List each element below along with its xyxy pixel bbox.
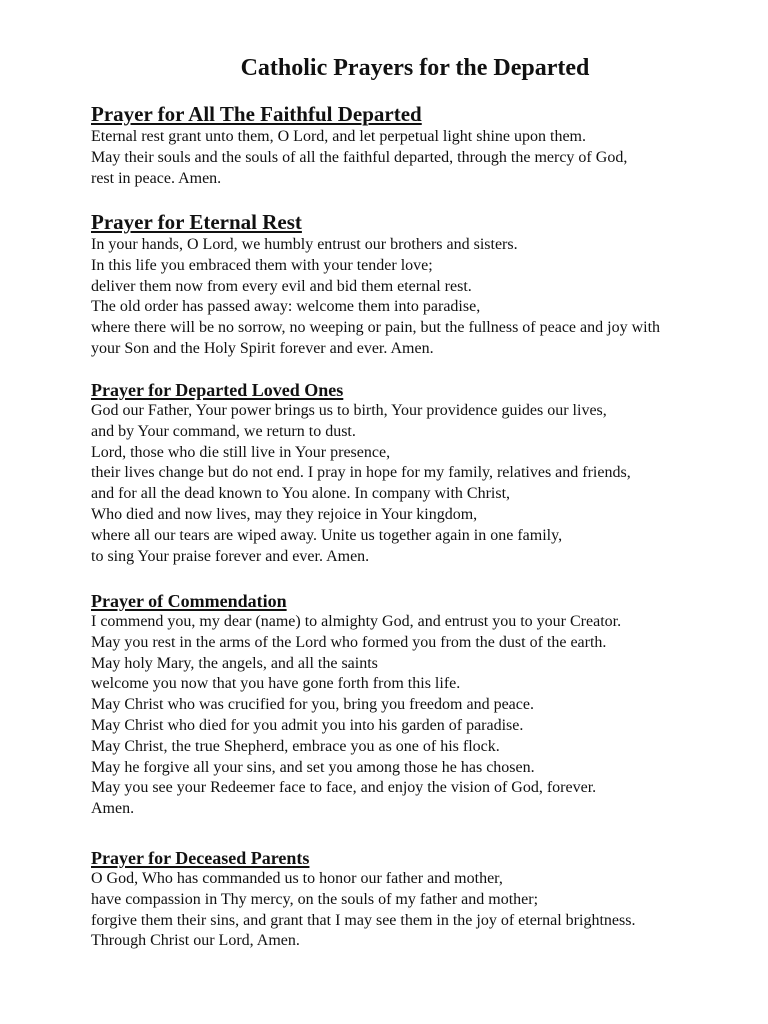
document-title: Catholic Prayers for the Departed	[240, 55, 590, 81]
prayer-line: Amen.	[91, 800, 135, 818]
prayer-heading: Prayer for Deceased Parents	[91, 848, 310, 868]
prayer-line: May Christ who died for you admit you into his garden of paradise.	[91, 716, 524, 734]
prayer-line: where there will be no sorrow, no weeping or pain, but the fullness of peace and joy with	[91, 319, 661, 337]
prayer-line: have compassion in Thy mercy, on the souls of my father and mother;	[91, 890, 539, 908]
prayer-section-commendation	[91, 590, 621, 820]
prayer-line: O God, Who has commanded us to honor our father and mother,	[91, 870, 503, 887]
prayer-line: and by Your command, we return to dust.	[91, 422, 356, 440]
prayer-line: your Son and the Holy Spirit forever and ever. Amen.	[91, 339, 434, 357]
prayer-line: May Christ, the true Shepherd, embrace you as one of his flock.	[91, 737, 500, 755]
prayer-line: God our Father, Your power brings us to birth, Your providence guides our lives,	[91, 402, 607, 419]
prayer-line: May Christ who was crucified for you, bring you freedom and peace.	[91, 696, 534, 714]
prayer-heading: Prayer for Departed Loved Ones	[91, 380, 344, 400]
prayer-line: May you rest in the arms of the Lord who formed you from the dust of the earth.	[91, 633, 607, 651]
prayer-section-deceased-parents	[91, 847, 635, 952]
prayer-line: welcome you now that you have gone forth from this life.	[91, 675, 461, 693]
prayer-line: deliver them now from every evil and bid them eternal rest.	[91, 277, 472, 295]
prayer-heading: Prayer for Eternal Rest	[91, 210, 302, 234]
prayer-line: where all our tears are wiped away. Unite us together again in one family,	[91, 526, 563, 544]
prayer-line: Through Christ our Lord, Amen.	[91, 932, 300, 950]
prayer-line: Who died and now lives, may they rejoice in Your kingdom,	[91, 505, 478, 523]
prayer-line: I commend you, my dear (name) to almighty God, and entrust you to your Creator.	[91, 613, 622, 630]
prayer-section-faithful-departed	[91, 101, 627, 189]
prayer-line: In your hands, O Lord, we humbly entrust our brothers and sisters.	[91, 236, 518, 253]
prayer-section-eternal-rest	[91, 209, 660, 360]
prayer-line: The old order has passed away: welcome them into paradise,	[91, 298, 481, 316]
prayer-heading: Prayer for All The Faithful Departed	[91, 102, 422, 126]
prayer-line: May you see your Redeemer face to face, and enjoy the vision of God, forever.	[91, 779, 597, 797]
prayer-line: their lives change but do not end. I pray in hope for my family, relatives and friends,	[91, 464, 631, 482]
prayer-line: Lord, those who die still live in Your presence,	[91, 443, 391, 461]
prayer-line: Eternal rest grant unto them, O Lord, and let perpetual light shine upon them.	[91, 128, 586, 145]
prayer-line: forgive them their sins, and grant that I may see them in the joy of eternal brightness.	[91, 911, 636, 929]
prayer-section-departed-loved-ones	[91, 379, 631, 567]
prayer-line: to sing Your praise forever and ever. Amen.	[91, 547, 370, 565]
prayer-line: and for all the dead known to You alone. In company with Christ,	[91, 485, 511, 503]
prayer-line: rest in peace. Amen.	[91, 169, 222, 187]
prayer-line: May holy Mary, the angels, and all the saints	[91, 654, 378, 672]
prayer-line: In this life you embraced them with your tender love;	[91, 256, 433, 274]
prayer-line: May their souls and the souls of all the faithful departed, through the mercy of God,	[91, 148, 628, 166]
prayer-line: May he forgive all your sins, and set you among those he has chosen.	[91, 758, 535, 776]
prayer-heading: Prayer of Commendation	[91, 591, 287, 611]
